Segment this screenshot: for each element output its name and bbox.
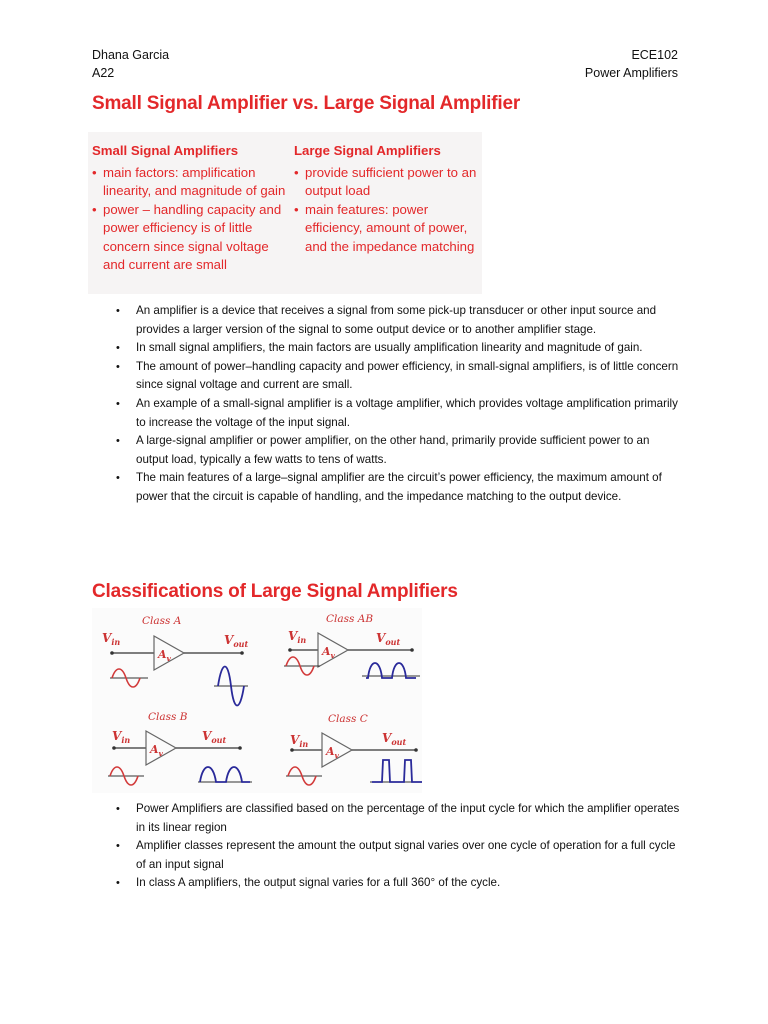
amplifier-class-figure <box>92 608 422 793</box>
small-signal-heading: Small Signal Amplifiers <box>92 143 239 158</box>
header-right <box>585 46 678 82</box>
list-item: • Amplifier classes represent the amount the output signal varies over one cycle of operation for a full cycle of an input signal <box>114 837 680 874</box>
vin-label: $V_{in}$ <box>112 729 131 745</box>
input-node <box>290 748 294 752</box>
class-a-label: Class A <box>142 615 182 627</box>
document-topic: Power Amplifiers <box>584 66 678 80</box>
class-c-diagram <box>286 713 422 785</box>
output-half-wave <box>200 767 250 782</box>
input-node <box>288 648 292 652</box>
gain-label: $A_v$ <box>322 645 335 660</box>
list-item: • An amplifier is a device that receives a signal from some pick-up transducer or other input source and provides a larger version of the signal to some output device or to another amplifier stage. <box>114 302 680 339</box>
vout-label: $V_{out}$ <box>382 731 407 747</box>
list-item: • A large-signal amplifier or power amplifier, on the other hand, primarily provide sufficient power to an output load, typically a few watts to tens of watts. <box>114 432 680 469</box>
class-ab-diagram <box>284 613 420 678</box>
output-node <box>414 748 418 752</box>
vout-label: $V_{out}$ <box>202 729 227 745</box>
small-signal-item: • power – handling capacity and power efficiency is of little concern since signal voltage and current are small <box>92 201 288 275</box>
output-node <box>240 651 244 655</box>
gain-label: $A_v$ <box>326 745 339 760</box>
vout-label: $V_{out}$ <box>224 633 249 649</box>
output-node <box>238 746 242 750</box>
classification-bullet-list <box>114 800 680 893</box>
amplifier-bullet-list <box>114 302 680 507</box>
vin-label: $V_{in}$ <box>102 631 121 647</box>
class-b-diagram <box>108 711 252 785</box>
input-node <box>110 651 114 655</box>
small-signal-column <box>92 142 288 275</box>
author-name: Dhana Garcia <box>92 48 170 62</box>
comparison-box <box>88 132 482 294</box>
large-signal-column <box>294 142 484 256</box>
large-signal-heading: Large Signal Amplifiers <box>294 143 441 158</box>
vin-label: $V_{in}$ <box>288 629 307 645</box>
input-node <box>112 746 116 750</box>
class-c-label: Class C <box>328 713 368 725</box>
vout-label: $V_{out}$ <box>376 631 401 647</box>
course-code: ECE102 <box>631 48 678 62</box>
list-item: • The main features of a large–signal amplifier are the circuit’s power efficiency, the maximum amount of power that the circuit is capable of handling, and the impedance matching to the output device. <box>114 469 680 506</box>
class-a-diagram <box>102 615 248 706</box>
large-signal-item: • main features: power efficiency, amount of power, and the impedance matching <box>294 201 484 257</box>
section-title-comparison: Small Signal Amplifier vs. Large Signal Amplifier <box>92 93 521 114</box>
class-b-label: Class B <box>148 711 188 723</box>
large-signal-item: • provide sufficient power to an output load <box>294 164 484 201</box>
amplifier-class-diagram <box>92 608 422 793</box>
vin-label: $V_{in}$ <box>290 733 309 749</box>
class-ab-label: Class AB <box>326 613 374 625</box>
section-code: A22 <box>92 66 115 80</box>
list-item: • An example of a small-signal amplifier is a voltage amplifier, which provides voltage amplification primarily to increase the voltage of the input signal. <box>114 395 680 432</box>
list-item: • The amount of power–handling capacity and power efficiency, in small-signal amplifiers, is of little concern since signal voltage and current are small. <box>114 358 680 395</box>
list-item: • In class A amplifiers, the output signal varies for a full 360° of the cycle. <box>114 874 680 893</box>
list-item: • In small signal amplifiers, the main factors are usually amplification linearity and magnitude of gain. <box>114 339 680 358</box>
header-left <box>92 46 169 82</box>
list-item: • Power Amplifiers are classified based on the percentage of the input cycle for which the amplifier operates in its linear region <box>114 800 680 837</box>
output-pulse-wave <box>372 760 422 782</box>
output-node <box>410 648 414 652</box>
small-signal-item: • main factors: amplification linearity, and magnitude of gain <box>92 164 288 201</box>
gain-label: $A_v$ <box>158 648 171 663</box>
section-title-classifications: Classifications of Large Signal Amplifiers <box>92 581 458 602</box>
gain-label: $A_v$ <box>150 743 163 758</box>
